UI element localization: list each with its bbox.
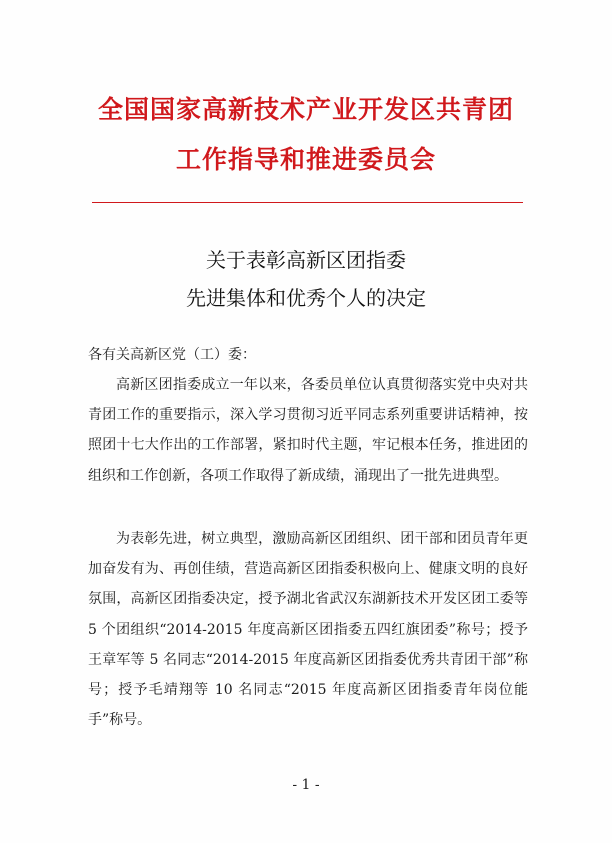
issuing-organization-line-1: 全国国家高新技术产业开发区共青团 xyxy=(97,95,514,124)
salutation: 各有关高新区党（工）委： xyxy=(88,347,256,363)
red-divider-line xyxy=(92,202,523,203)
page-number: - 1 - xyxy=(292,777,320,793)
issuing-organization-line-2: 工作指导和推进委员会 xyxy=(175,145,436,174)
body-paragraph-1: 高新区团指委成立一年以来，各委员单位认真贯彻落实党中央对共青团工作的重要指示，深入学习贯彻习近平同志系列重要讲话精神，按照团十七大作出的工作部署，紧扣时代主题，牢记根本任务，推进团的组织和工作创新，各项工作取得了新成绩，涌现出了一批先进典型。 xyxy=(88,377,528,484)
body-paragraph-2: 为表彰先进，树立典型，激励高新区团组织、团干部和团员青年更加奋发有为、再创佳绩，营造高新区团指委积极向上、健康文明的良好氛围，高新区团指委决定，授予湖北省武汉东湖新技术开发区团工委等 5 个团组织“2014-2015 年度高新区团指委五四红旗团委”称号；授予王章军等 5 名同志“2014-2015 年度高新区团指委优秀共青团干部”称号；授予毛靖翔等 10 名同志“2015 年度高新区团指委青年岗位能手”称号。 xyxy=(88,531,528,729)
document-title-line-1: 关于表彰高新区团指委 xyxy=(206,248,406,272)
document-title-line-2: 先进集体和优秀个人的决定 xyxy=(186,286,426,310)
